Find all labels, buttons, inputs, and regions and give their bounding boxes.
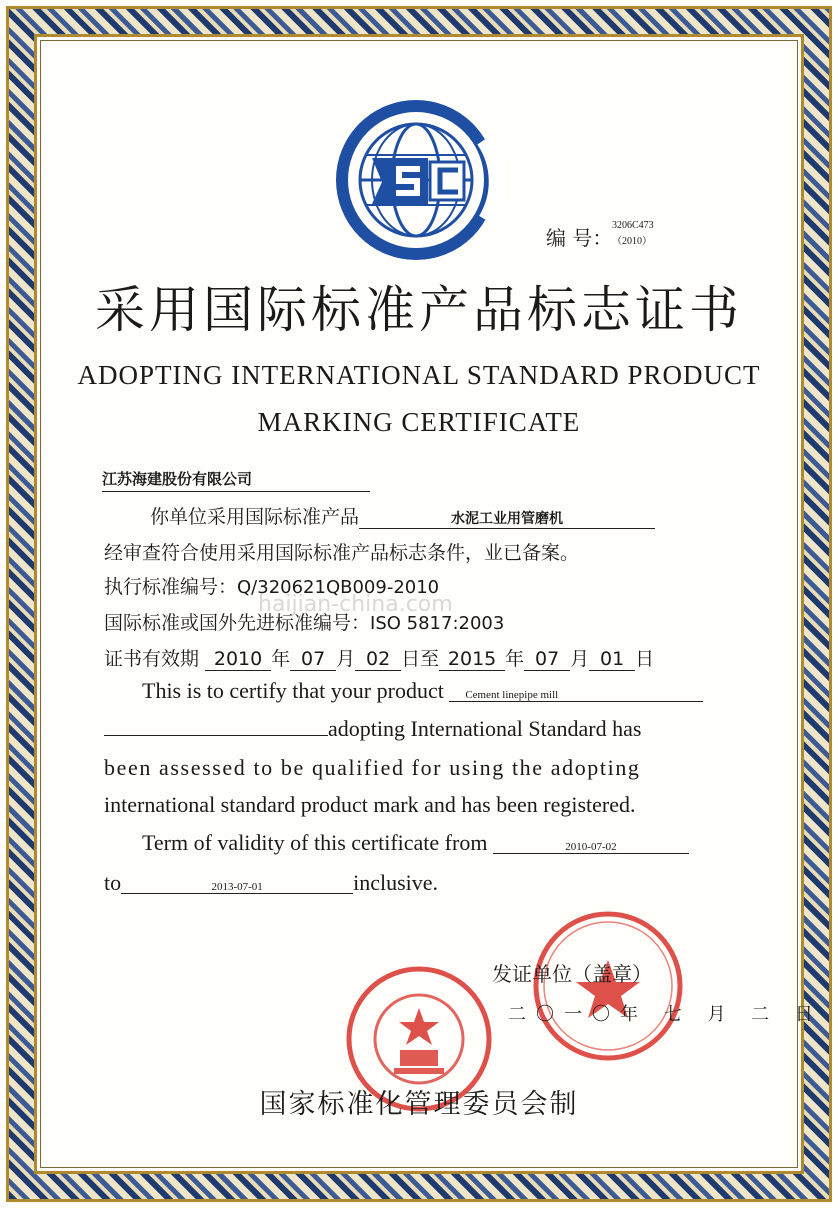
en-certify: This is to certify that your product	[142, 678, 444, 703]
unit-to: 日至	[401, 648, 440, 670]
en-assessed: been assessed to be qualified for using the adopting	[104, 755, 641, 780]
en-term: Term of validity of this certificate from	[142, 830, 488, 855]
certificate-number-label: 编 号：	[546, 226, 613, 250]
certificate-number-value: 3206C473	[612, 220, 654, 231]
company-name: 江苏海建股份有限公司	[102, 468, 370, 492]
cn-exec-label: 执行标准编号：	[104, 576, 238, 598]
cn-validity-line	[104, 644, 654, 671]
cn-intl-standard-line	[104, 608, 504, 635]
csc-globe-logo-icon	[336, 100, 506, 260]
en-certify-line	[142, 678, 703, 704]
en-term-from: 2010-07-02	[493, 841, 689, 854]
unit-month-2: 月	[570, 648, 590, 670]
en-to-line	[104, 870, 438, 896]
issue-date: 二〇一〇年 七 月 二 日	[508, 1004, 823, 1025]
certificate-number	[612, 218, 654, 250]
en-inclusive: inclusive.	[353, 870, 439, 895]
title-english-line2: MARKING CERTIFICATE	[257, 407, 581, 437]
title-english-line1: ADOPTING INTERNATIONAL STANDARD PRODUCT	[77, 360, 761, 390]
unit-year: 年	[271, 648, 291, 670]
en-registered: international standard product mark and has been registered.	[104, 792, 636, 817]
cn-statement: 经审查符合使用采用国际标准产品标志条件，业已备案。	[104, 542, 580, 564]
validity-from-day: 02	[355, 648, 401, 671]
issuer-label: 发证单位（盖章）	[492, 962, 652, 986]
cn-product-line	[150, 502, 655, 529]
footer-issuing-body: 国家标准化管理委员会制	[259, 1089, 579, 1120]
en-to: to	[104, 870, 122, 895]
cn-intl-value: ISO 5817:2003	[370, 613, 505, 634]
validity-from-month: 07	[290, 648, 336, 671]
en-blank-line	[104, 735, 328, 736]
certificate-number-year: （2010）	[612, 236, 652, 247]
en-product: Cement linepipe mill	[449, 689, 703, 702]
title-chinese: 采用国际标准产品标志证书	[95, 281, 743, 339]
validity-to-day: 01	[589, 648, 635, 671]
cn-product-prefix: 你单位采用国际标准产品	[150, 506, 360, 528]
cn-product-value: 水泥工业用管磨机	[359, 508, 655, 529]
validity-label: 证书有效期	[104, 648, 200, 670]
unit-month: 月	[336, 648, 356, 670]
validity-to-year: 2015	[439, 648, 505, 671]
cn-intl-label: 国际标准或国外先进标准编号：	[104, 612, 371, 634]
unit-year-2: 年	[505, 648, 525, 670]
cn-exec-value: Q/320621QB009-2010	[237, 577, 440, 598]
en-adopting: adopting International Standard has	[328, 716, 642, 741]
en-term-to: 2013-07-01	[121, 881, 353, 894]
en-adopting-line	[104, 716, 641, 742]
validity-from-year: 2010	[205, 648, 271, 671]
watermark: haijian-china.com	[258, 592, 453, 617]
validity-to-month: 07	[524, 648, 570, 671]
en-term-line	[142, 830, 689, 856]
unit-day: 日	[635, 648, 655, 670]
